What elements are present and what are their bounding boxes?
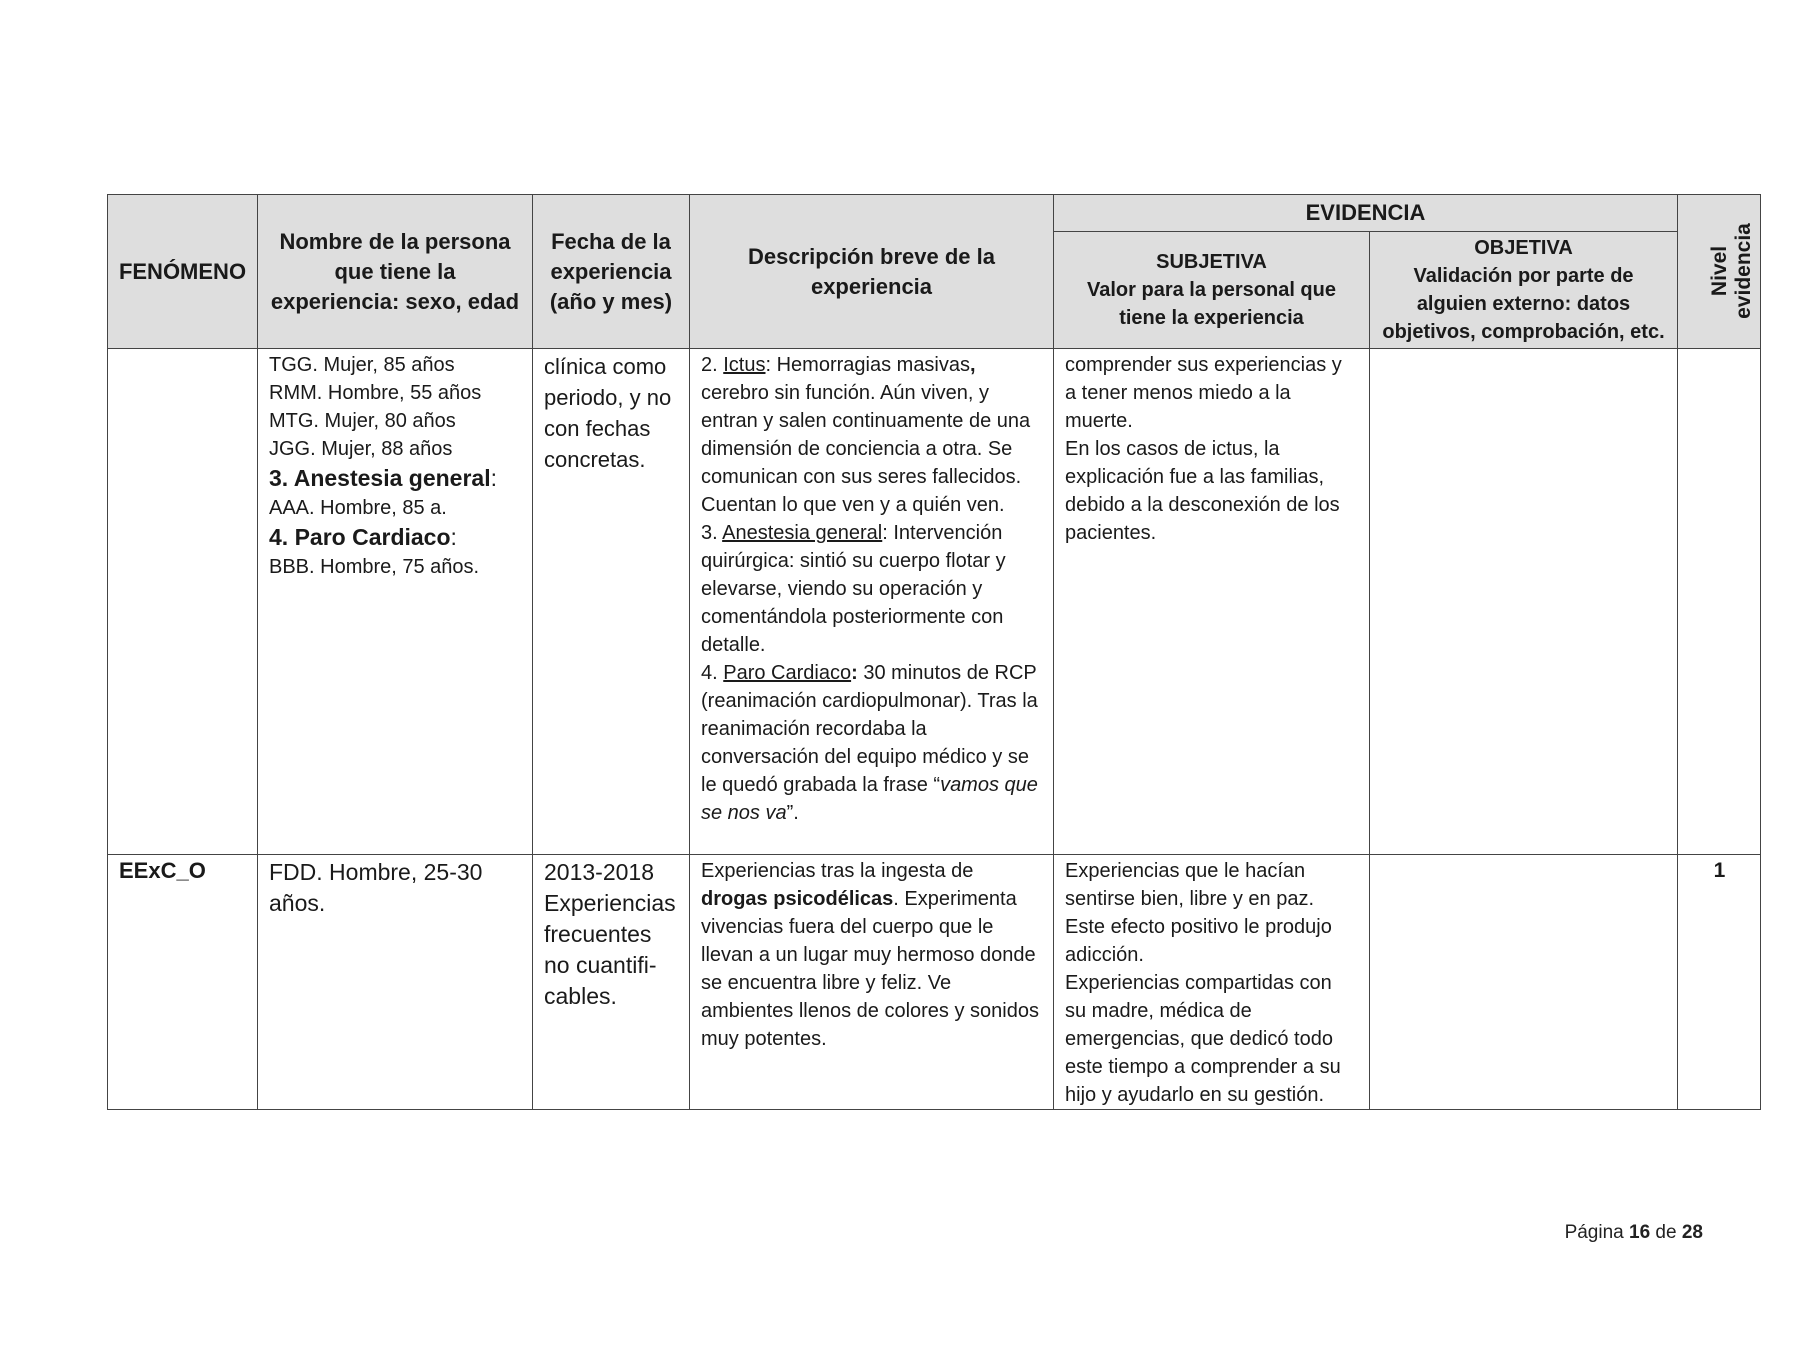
row1-subjetiva-l7: pacientes.	[1065, 522, 1157, 544]
page-footer	[1565, 1222, 1703, 1244]
row1-fecha	[533, 349, 690, 855]
row1-p4-quote: vamos que se nos va	[701, 774, 1038, 824]
row1-subjetiva-l5: explicación fue a las familias,	[1065, 466, 1325, 488]
row1-subjetiva-l4: En los casos de ictus, la	[1065, 438, 1280, 460]
header-objetiva	[1370, 232, 1678, 349]
row1-h3-title: 3. Anestesia general	[269, 465, 491, 491]
row1-nombre-l6: BBB. Hombre, 75 años.	[269, 556, 480, 578]
header-nivel-l2: evidencia	[1731, 222, 1755, 319]
row1-h4-title: 4. Paro Cardiaco	[269, 524, 451, 550]
header-objetiva-l2: Validación por parte de	[1413, 265, 1634, 287]
row2-fenomeno: EExC_O	[108, 855, 258, 1110]
row1-p3-num: 3.	[701, 522, 723, 544]
row1-h3-colon: :	[490, 465, 497, 491]
row2-subjetiva-l3: Este efecto positivo le produjo	[1065, 916, 1332, 938]
header-fenomeno	[108, 195, 258, 349]
row1-nombre-l5: AAA. Hombre, 85 a.	[269, 497, 447, 519]
row2-subjetiva	[1054, 855, 1370, 1110]
row2-desc-b: drogas psicodélicas	[701, 888, 894, 910]
header-nivel-l1: Nivel	[1707, 245, 1731, 296]
row1-nombre-l4: JGG. Mujer, 88 años	[269, 438, 453, 460]
row1-p2-comma: ,	[970, 354, 976, 376]
row1-p4-text: 30 minutos de RCP (reanimación cardiopulmonar). Tras la reanimación recordaba la conversación del equipo médico y se le quedó grabada la frase “	[701, 662, 1038, 796]
evidence-table	[107, 194, 1761, 1110]
header-evidencia	[1054, 195, 1678, 232]
header-nivel	[1678, 195, 1761, 349]
row1-nombre-h3	[269, 463, 522, 494]
row1-subjetiva-l1: comprender sus experiencias y	[1065, 354, 1342, 376]
header-descripcion	[690, 195, 1054, 349]
row1-p3-title: Anestesia general	[722, 522, 883, 544]
row2-subjetiva-l6: su madre, médica de	[1065, 1000, 1252, 1022]
header-subjetiva	[1054, 232, 1370, 349]
row2-fecha-l4: no cuantifi-	[544, 952, 657, 978]
row1-fecha-l4: concretas.	[544, 447, 646, 472]
row2-descripcion	[690, 855, 1054, 1110]
header-subjetiva-l3: tiene la experiencia	[1119, 307, 1304, 329]
row1-p2-text-b: cerebro sin función. Aún viven, y entran y salen continuamente de una dimensión de conciencia a otra. Se comunican con sus seres fallecidos. Cuentan lo que ven y a quién ven.	[701, 382, 1031, 516]
row1-p2-num: 2.	[701, 354, 724, 376]
row2-subjetiva-l2: sentirse bien, libre y en paz.	[1065, 888, 1315, 910]
row2-objetiva	[1370, 855, 1678, 1110]
row1-desc-p4	[701, 659, 1043, 827]
row2-nombre	[258, 855, 533, 1110]
header-fecha-l1: Fecha de la	[551, 228, 671, 254]
row1-objetiva	[1370, 349, 1678, 855]
header-fecha	[533, 195, 690, 349]
footer-pagina-label: Página	[1564, 1222, 1630, 1243]
header-descripcion-l2: experiencia	[810, 273, 933, 299]
row1-h4-colon: :	[450, 524, 457, 550]
row1-desc-p2	[701, 351, 1043, 519]
row1-p4-end: ”.	[786, 802, 799, 824]
row2-subjetiva-l7: emergencias, que dedicó todo	[1065, 1028, 1333, 1050]
header-objetiva-l1: OBJETIVA	[1474, 237, 1573, 259]
header-fecha-l2: experiencia	[550, 258, 672, 284]
header-evidencia-text: EVIDENCIA	[1305, 200, 1426, 225]
row1-nombre-h4	[269, 522, 522, 553]
row2-desc-c: . Experimenta vivencias fuera del cuerpo que le llevan a un lugar muy hermoso donde se encuentra libre y feliz. Ve ambientes llenos de colores y sonidos muy potentes.	[701, 888, 1039, 1050]
header-fecha-l3: (año y mes)	[549, 288, 673, 314]
row1-subjetiva-l2: a tener menos miedo a la	[1065, 382, 1291, 404]
row2-subjetiva-l9: hijo y ayudarlo en su gestión.	[1065, 1084, 1325, 1106]
row2-nombre-l1: FDD. Hombre, 25-30	[269, 859, 483, 885]
row1-fecha-l1: clínica como	[544, 354, 667, 379]
row1-fecha-l2: periodo, y no	[544, 385, 672, 410]
table-row	[108, 349, 1761, 855]
row2-fecha	[533, 855, 690, 1110]
row1-subjetiva	[1054, 349, 1370, 855]
row2-fecha-l5: cables.	[544, 983, 617, 1009]
row1-p4-title: Paro Cardiaco	[723, 662, 852, 684]
header-subjetiva-l1: SUBJETIVA	[1156, 251, 1267, 273]
row1-p4-colon: :	[851, 662, 858, 684]
row1-p2-text-a: : Hemorragias masivas	[765, 354, 971, 376]
row2-fecha-l1: 2013-2018	[544, 859, 654, 885]
header-nombre-l3: experiencia: sexo, edad	[270, 288, 520, 314]
header-objetiva-l4: objetivos, comprobación, etc.	[1382, 321, 1665, 343]
row1-subjetiva-l3: muerte.	[1065, 410, 1133, 432]
row2-subjetiva-l1: Experiencias que le hacían	[1065, 860, 1306, 882]
row1-fecha-l3: con fechas	[544, 416, 651, 441]
row1-desc-p3	[701, 519, 1043, 659]
row1-nombre-l2: RMM. Hombre, 55 años	[269, 382, 482, 404]
header-objetiva-l3: alguien externo: datos	[1416, 293, 1631, 315]
header-nivel-text	[1708, 223, 1756, 319]
header-nombre-l2: que tiene la	[334, 258, 456, 284]
row1-p3-text: : Intervención quirúrgica: sintió su cuerpo flotar y elevarse, viendo su operación y comentándola posteriormente con detalle.	[701, 522, 1006, 656]
row1-p2-title: Ictus	[723, 354, 766, 376]
row2-subjetiva-l4: adicción.	[1065, 944, 1144, 966]
header-descripcion-l1: Descripción breve de la	[748, 243, 995, 269]
row2-subjetiva-l8: este tiempo a comprender a su	[1065, 1056, 1341, 1078]
footer-de-label: de	[1650, 1222, 1682, 1243]
footer-total-pages: 28	[1681, 1222, 1703, 1243]
header-fenomeno-text: FENÓMENO	[118, 258, 247, 284]
header-subjetiva-l2: Valor para la personal que	[1087, 279, 1336, 301]
row2-fecha-l2: Experiencias	[544, 890, 676, 916]
row1-nombre-l3: MTG. Mujer, 80 años	[269, 410, 456, 432]
row1-fenomeno	[108, 349, 258, 855]
table-row	[108, 855, 1761, 1110]
row1-p4-num: 4.	[701, 662, 724, 684]
row2-fecha-l3: frecuentes	[544, 921, 652, 947]
header-nombre-l1: Nombre de la persona	[279, 228, 511, 254]
row2-subjetiva-l5: Experiencias compartidas con	[1065, 972, 1332, 994]
row1-subjetiva-l6: debido a la desconexión de los	[1065, 494, 1340, 516]
row1-descripcion	[690, 349, 1054, 855]
row1-nombre	[258, 349, 533, 855]
row1-nivel	[1678, 349, 1761, 855]
footer-current-page: 16	[1629, 1222, 1651, 1243]
row2-nombre-l2: años.	[269, 890, 326, 916]
row1-nombre-l1: TGG. Mujer, 85 años	[269, 354, 455, 376]
row2-nivel: 1	[1678, 855, 1761, 1110]
header-nombre	[258, 195, 533, 349]
row2-desc-a: Experiencias tras la ingesta de	[701, 860, 974, 882]
